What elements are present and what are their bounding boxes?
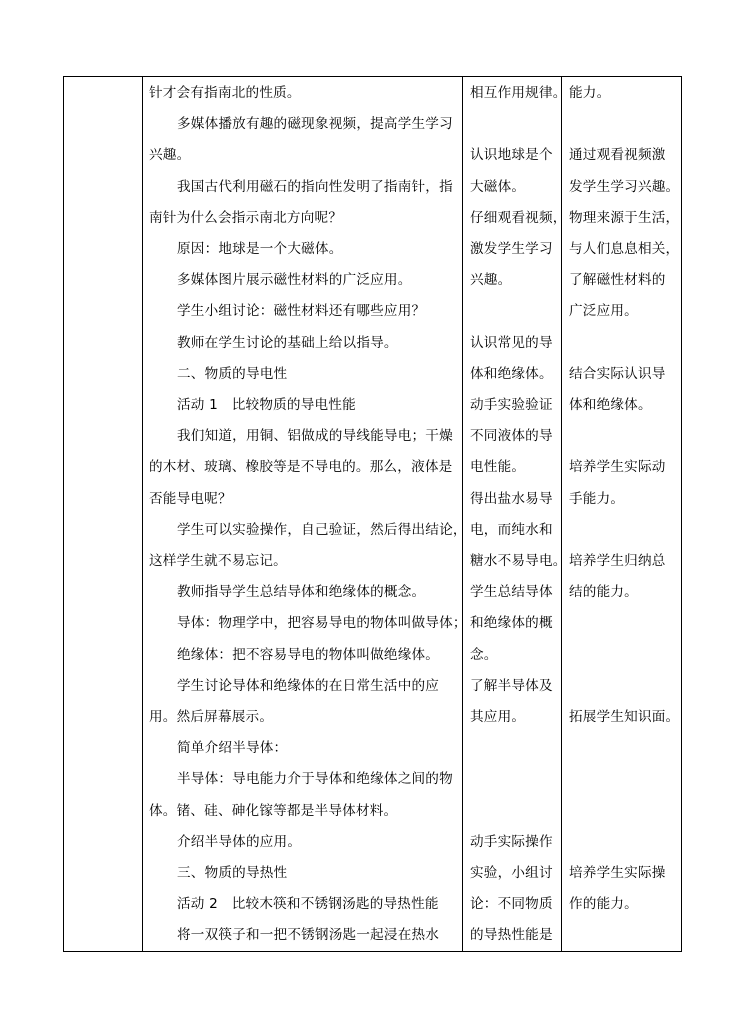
text-line: 糖水不易导电。 <box>470 553 567 569</box>
text-line: 兴趣。 <box>470 272 512 288</box>
text-line: 多媒体播放有趣的磁现象视频，提高学生学习 <box>177 116 453 132</box>
text-line: 相互作用规律。 <box>470 85 567 101</box>
column-divider <box>142 77 143 951</box>
text-line: 广泛应用。 <box>569 303 638 319</box>
text-line: 了解半导体及 <box>470 678 553 694</box>
text-line: 得出盐水易导 <box>470 491 553 507</box>
text-line: 能力。 <box>569 85 611 101</box>
text-line: 结合实际认识导 <box>569 366 666 382</box>
text-line: 培养学生归纳总 <box>569 553 666 569</box>
text-line: 培养学生实际操 <box>569 865 666 881</box>
text-line: 作的能力。 <box>569 896 638 912</box>
text-line: 电性能。 <box>470 459 526 475</box>
section-heading: 二、物质的导电性 <box>177 366 288 382</box>
text-line: 学生总结导体 <box>470 584 553 600</box>
text-line: 教师在学生讨论的基础上给以指导。 <box>177 335 398 351</box>
text-line: 学生讨论导体和绝缘体的在日常生活中的应 <box>177 678 440 694</box>
text-line: 仔细观看视频， <box>470 210 567 226</box>
text-line: 我们知道，用铜、铝做成的导线能导电；干燥 <box>177 428 453 444</box>
text-line: 教师指导学生总结导体和绝缘体的概念。 <box>177 584 426 600</box>
text-line: 兴趣。 <box>149 147 191 163</box>
text-line: 否能导电呢？ <box>149 491 232 507</box>
text-line: 的导热性能是 <box>470 927 553 943</box>
text-line: 培养学生实际动 <box>569 459 666 475</box>
text-line: 激发学生学习 <box>470 241 553 257</box>
text-line: 这样学生就不易忘记。 <box>149 553 287 569</box>
text-line: 多媒体图片展示磁性材料的广泛应用。 <box>177 272 412 288</box>
text-line: 的木材、玻璃、橡胶等是不导电的。那么，液体是 <box>149 459 453 475</box>
text-line: 我国古代利用磁石的指向性发明了指南针，指 <box>177 179 453 195</box>
text-line: 体。锗、硅、砷化镓等都是半导体材料。 <box>149 803 398 819</box>
text-line: 物理来源于生活， <box>569 210 680 226</box>
text-line: 与人们息息相关， <box>569 241 680 257</box>
text-line: 将一双筷子和一把不锈钢汤匙一起浸在热水 <box>177 927 440 943</box>
section-heading: 三、物质的导热性 <box>177 865 288 881</box>
text-line: 论：不同物质 <box>470 896 553 912</box>
text-line: 学生可以实验操作，自己验证，然后得出结论， <box>177 522 467 538</box>
text-line: 体和绝缘体。 <box>569 397 652 413</box>
text-line: 学生小组讨论：磁性材料还有哪些应用？ <box>177 303 426 319</box>
text-line: 导体：物理学中，把容易导电的物体叫做导体； <box>177 615 467 631</box>
text-line: 针才会有指南北的性质。 <box>149 85 301 101</box>
text-line: 拓展学生知识面。 <box>569 709 680 725</box>
text-line: 动手实际操作 <box>470 834 553 850</box>
text-line: 南针为什么会指示南北方向呢？ <box>149 210 343 226</box>
text-line: 简单介绍半导体： <box>177 740 288 756</box>
text-line: 手能力。 <box>569 491 625 507</box>
text-line: 绝缘体：把不容易导电的物体叫做绝缘体。 <box>177 647 440 663</box>
text-line: 发学生学习兴趣。 <box>569 179 680 195</box>
text-line: 通过观看视频激 <box>569 147 666 163</box>
text-line: 认识地球是个 <box>470 147 553 163</box>
text-line: 念。 <box>470 647 498 663</box>
text-line: 其应用。 <box>470 709 526 725</box>
text-line: 结的能力。 <box>569 584 638 600</box>
text-line: 原因：地球是一个大磁体。 <box>177 241 343 257</box>
text-line: 了解磁性材料的 <box>569 272 666 288</box>
lesson-table <box>63 76 682 952</box>
text-line: 电，而纯水和 <box>470 522 553 538</box>
text-line: 实验，小组讨 <box>470 865 553 881</box>
text-line: 半导体：导电能力介于导体和绝缘体之间的物 <box>177 771 453 787</box>
text-line: 体和绝缘体。 <box>470 366 553 382</box>
text-line: 介绍半导体的应用。 <box>177 834 302 850</box>
activity-heading: 活动 1 比较物质的导电性能 <box>177 397 356 413</box>
text-line: 动手实验验证 <box>470 397 553 413</box>
column-divider <box>462 77 463 951</box>
activity-heading: 活动 2 比较木筷和不锈钢汤匙的导热性能 <box>177 896 439 912</box>
text-line: 用。然后屏幕展示。 <box>149 709 274 725</box>
text-line: 不同液体的导 <box>470 428 553 444</box>
text-line: 大磁体。 <box>470 179 526 195</box>
text-line: 认识常见的导 <box>470 335 553 351</box>
text-line: 和绝缘体的概 <box>470 615 553 631</box>
